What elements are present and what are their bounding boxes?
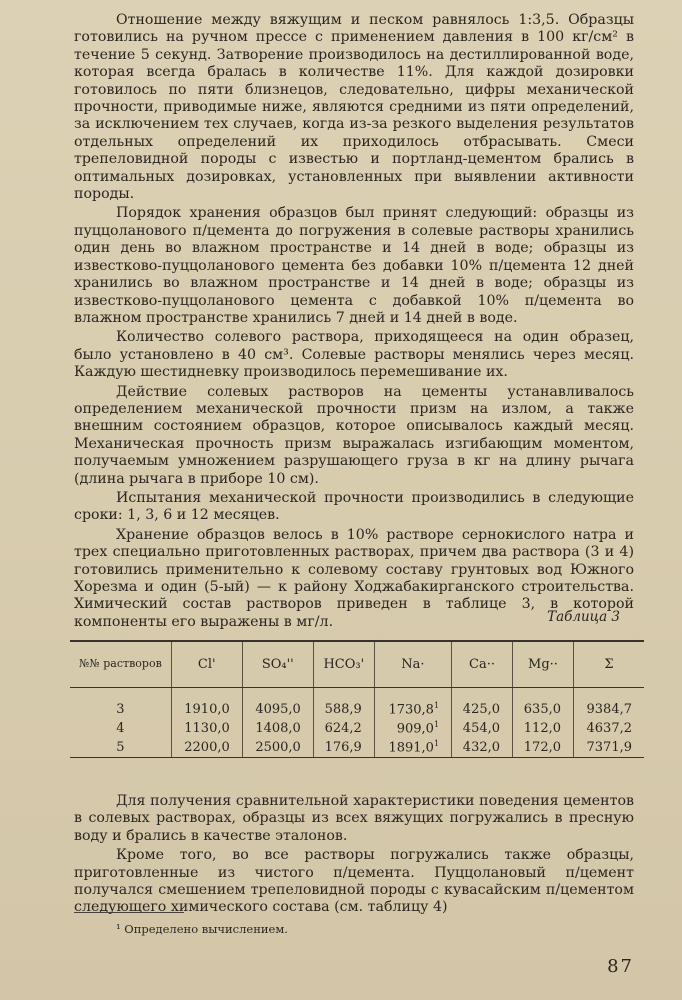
cell-number: 3 bbox=[116, 701, 125, 717]
paragraph: Действие солевых растворов на цементы устанавливалось определением механической прочности призм на излом, а также внешним состоянием образцов, которое описывалось каждый месяц. Механическая прочность призм выражалась изгибающим моментом, получаемым умножением разрушающего груза в кг на длину рычага (длина рычага в приборе 10 см). bbox=[74, 383, 634, 487]
header-ca: Ca·· bbox=[452, 641, 513, 687]
cell-cl: 2200,0 bbox=[171, 738, 242, 758]
paragraph: Испытания механической прочности производились в следующие сроки: 1, 3, 6 и 12 месяцев. bbox=[74, 489, 634, 524]
footnote-marker: 1 bbox=[433, 700, 440, 710]
cell-hco3: 624,2 bbox=[313, 719, 374, 738]
main-text bbox=[74, 12, 634, 633]
footnote: ¹ Определено вычислением. bbox=[116, 922, 288, 936]
main-text-continued bbox=[74, 793, 634, 919]
header-solution-number: №№ растворов bbox=[70, 641, 171, 687]
table-row bbox=[70, 700, 644, 719]
solution-composition-table bbox=[70, 640, 644, 758]
header-so4: SO₄'' bbox=[242, 641, 313, 687]
cell-so4: 1408,0 bbox=[242, 719, 313, 738]
footnote-divider bbox=[74, 912, 184, 913]
cell-mg: 112,0 bbox=[513, 719, 574, 738]
cell-cl: 1130,0 bbox=[171, 719, 242, 738]
cell-so4: 4095,0 bbox=[242, 700, 313, 719]
footnote-marker: 1 bbox=[433, 738, 440, 748]
table-header-row bbox=[70, 641, 644, 687]
cell-mg: 635,0 bbox=[513, 700, 574, 719]
cell-ca: 425,0 bbox=[452, 700, 513, 719]
cell-na-value: 1730,8 bbox=[388, 702, 434, 718]
cell-number: 4 bbox=[116, 720, 125, 736]
paragraph: Порядок хранения образцов был принят следующий: образцы из пуццоланового п/цемента до погружения в солевые растворы хранились один день во влажном пространстве и 14 дней в воде; образцы из известково-пуццоланового цемента без добавки 10% п/цемента 12 дней хранились во влажном пространстве и 14 дней в воде; образцы из известково-пуццоланового цемента с добавкой 10% п/цемента во влажном пространстве хранились 7 дней и 14 дней в воде. bbox=[74, 205, 634, 326]
cell-cl: 1910,0 bbox=[171, 700, 242, 719]
cell-sum: 7371,9 bbox=[574, 738, 645, 758]
cell-number: 5 bbox=[70, 738, 171, 758]
table-row bbox=[70, 719, 644, 738]
footnote-marker: 1 bbox=[433, 719, 440, 729]
cell-ca: 432,0 bbox=[452, 738, 513, 758]
table-caption: Таблица 3 bbox=[547, 609, 620, 625]
cell-na bbox=[374, 700, 451, 719]
cell-na bbox=[374, 719, 451, 738]
cell-mg: 172,0 bbox=[513, 738, 574, 758]
cell-sum: 4637,2 bbox=[574, 719, 645, 738]
header-cl: Cl' bbox=[171, 641, 242, 687]
page-number: 87 bbox=[607, 956, 634, 977]
paragraph: Количество солевого раствора, приходящееся на один образец, было установлено в 40 см³. Солевые растворы менялись через месяц. Каждую шестидневку производилось перемешивание их. bbox=[74, 329, 634, 381]
cell-ca: 454,0 bbox=[452, 719, 513, 738]
cell-hco3: 176,9 bbox=[313, 738, 374, 758]
header-mg: Mg·· bbox=[513, 641, 574, 687]
paragraph: Хранение образцов велось в 10% растворе сернокислого натра и трех специально приготовленных растворах, причем два раствора (3 и 4) готовились применительно к солевому составу грунтовых вод Южного Хорезма и один (5-ый) — к району Ходжабакирганского строительства. Химический состав растворов приведен в таблице 3, в которой компоненты его выражены в мг/л. bbox=[74, 526, 634, 630]
header-na: Na· bbox=[374, 641, 451, 687]
cell-na bbox=[374, 738, 451, 758]
table-row bbox=[70, 738, 644, 758]
cell-na-value: 909,0 bbox=[396, 721, 434, 737]
header-sum: Σ bbox=[574, 641, 645, 687]
cell-hco3: 588,9 bbox=[313, 700, 374, 719]
cell-so4: 2500,0 bbox=[242, 738, 313, 758]
cell-na-value: 1891,0 bbox=[388, 740, 434, 756]
paragraph: Отношение между вяжущим и песком равнялось 1:3,5. Образцы готовились на ручном прессе с применением давления в 100 кг/см² в течение 5 секунд. Затворение производилось на дестиллированной воде, которая всегда бралась в количестве 11%. Для каждой дозировки готовилось по пяти близнецов, следовательно, цифры механической прочности, приводимые ниже, являются средними из пяти определений, за исключением тех случаев, когда из-за резкого выделения результатов отдельных определений их приходилось отбрасывать. Смеси трепеловидной породы с известью и портланд-цементом брались в оптимальных дозировках, установленных при выявлении активности породы. bbox=[74, 12, 634, 203]
paragraph: Кроме того, во все растворы погружались также образцы, приготовленные из чистого п/цемента. Пуццолановый п/цемент получался смешением трепеловидной породы с кувасайским п/цементом следующего химического состава (см. таблицу 4) bbox=[74, 847, 634, 916]
paragraph: Для получения сравнительной характеристики поведения цементов в солевых растворах, образцы из всех вяжущих погружались в пресную воду и брались в качестве эталонов. bbox=[74, 793, 634, 844]
header-hco3: HCO₃' bbox=[313, 641, 374, 687]
cell-sum: 9384,7 bbox=[574, 700, 645, 719]
